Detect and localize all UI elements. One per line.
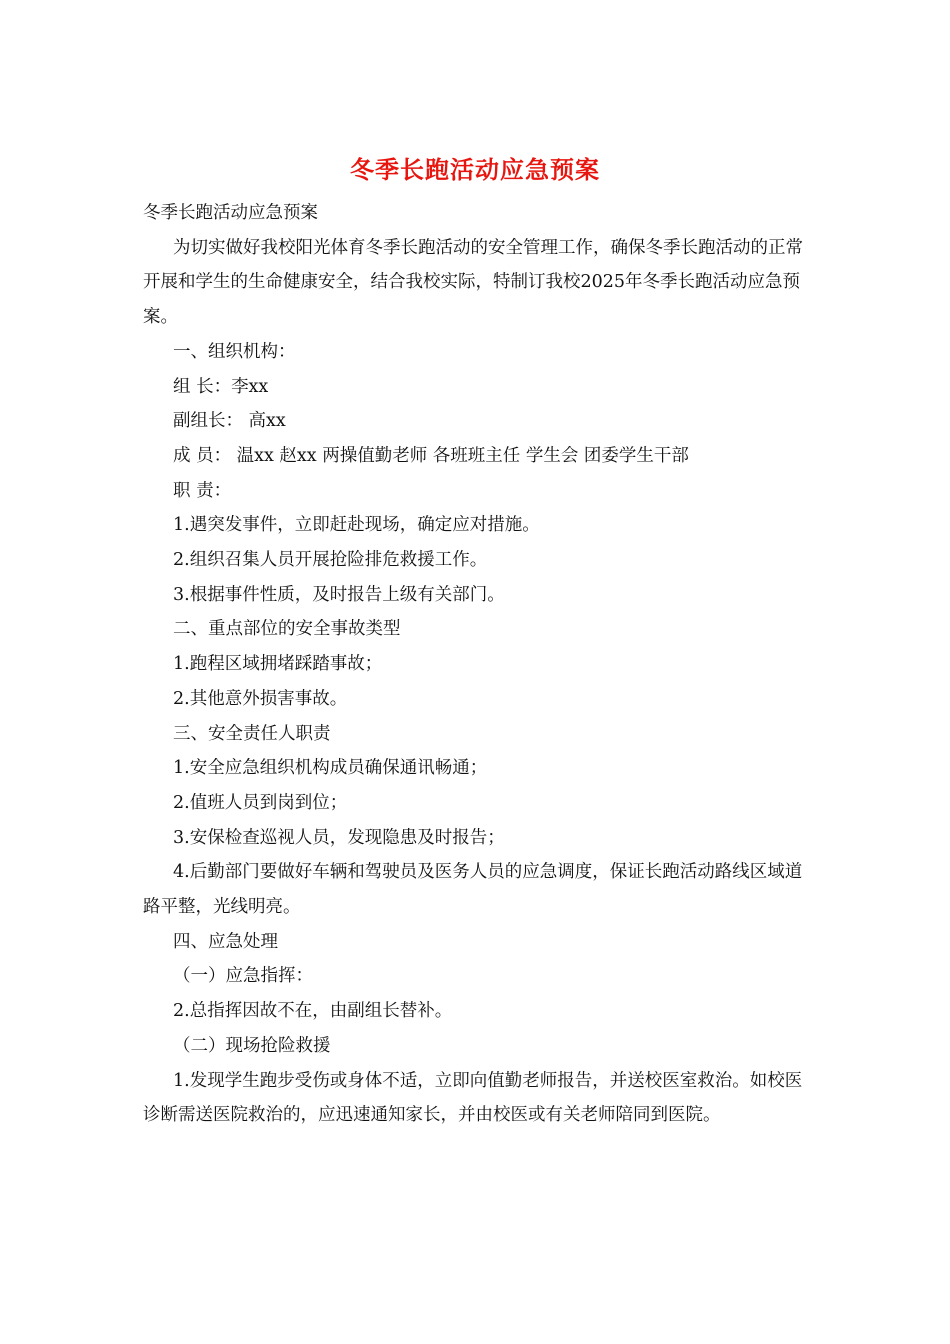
section-2-heading: 二、重点部位的安全事故类型	[173, 619, 401, 640]
section-3-item-3: 3.安保检查巡视人员，发现隐患及时报告；	[173, 827, 505, 848]
section-2-item-1: 1.跑程区域拥堵踩踏事故；	[173, 654, 383, 675]
section-2-item-2: 2.其他意外损害事故。	[173, 688, 348, 709]
document-title: 冬季长跑活动应急预案	[350, 155, 600, 184]
section-4-sub-2-heading: （二）现场抢险救援	[173, 1035, 331, 1056]
leader-line: 组 长：李xx	[173, 376, 269, 397]
members-line: 成 员： 温xx 赵xx 两操值勤老师 各班班主任 学生会 团委学生干部	[173, 445, 689, 466]
section-1-heading: 一、组织机构：	[173, 341, 296, 362]
section-4-sub-2-item-1: 1.发现学生跑步受伤或身体不适，立即向值勤老师报告，并送校医室救治。如校医诊断需送医院救治的，应迅速通知家长，并由校医或有关老师陪同到医院。	[143, 1070, 803, 1126]
section-4-sub-1-item-2: 2.总指挥因故不在，由副组长替补。	[173, 1001, 453, 1022]
vice-leader-line: 副组长： 高xx	[173, 411, 286, 432]
duties-heading: 职 责：	[173, 480, 232, 501]
section-4-sub-1-heading: （一）应急指挥：	[173, 966, 313, 987]
duty-item-2: 2.组织召集人员开展抢险排危救援工作。	[173, 550, 488, 571]
duty-item-3: 3.根据事件性质，及时报告上级有关部门。	[173, 584, 505, 605]
duty-item-1: 1.遇突发事件，立即赶赴现场，确定应对措施。	[173, 515, 540, 536]
document-body	[143, 196, 813, 1133]
section-3-item-2: 2.值班人员到岗到位；	[173, 792, 348, 813]
section-3-heading: 三、安全责任人职责	[173, 723, 331, 744]
subtitle: 冬季长跑活动应急预案	[143, 203, 318, 223]
section-3-item-1: 1.安全应急组织机构成员确保通讯畅通；	[173, 758, 488, 779]
intro-paragraph: 为切实做好我校阳光体育冬季长跑活动的安全管理工作，确保冬季长跑活动的正常开展和学生的生命健康安全，结合我校实际，特制订我校2025年冬季长跑活动应急预案。	[143, 237, 803, 328]
section-4-heading: 四、应急处理	[173, 931, 278, 952]
section-3-item-4: 4.后勤部门要做好车辆和驾驶员及医务人员的应急调度，保证长跑活动路线区域道路平整，光线明亮。	[143, 862, 803, 918]
